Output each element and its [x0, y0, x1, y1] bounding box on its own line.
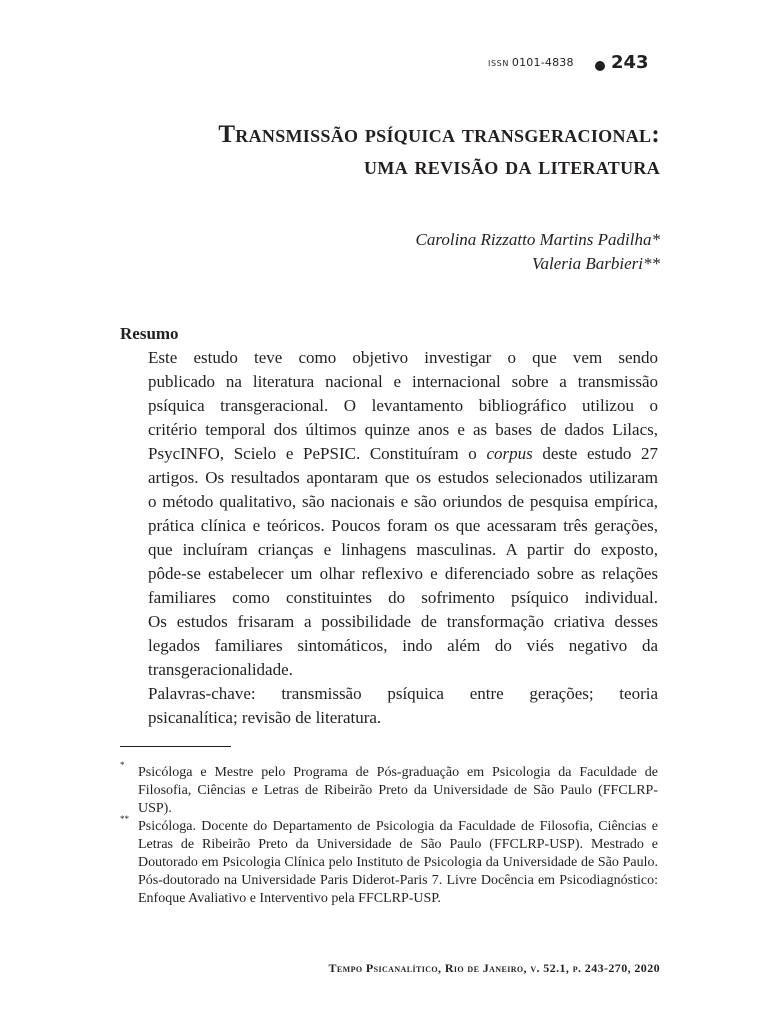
- page-number: 243: [611, 52, 649, 73]
- abstract-line-part: PsycINFO, Scielo e PePSIC. Constituíram o: [148, 444, 477, 463]
- author-2: Valeria Barbieri**: [532, 254, 660, 273]
- footnote-marker: *: [120, 760, 125, 770]
- abstract-line: o método qualitativo, são nacionais e são oriundos de pesquisa empírica,: [148, 492, 658, 511]
- abstract-line: critério temporal dos últimos quinze anos e as bases de dados Lilacs,: [148, 420, 658, 439]
- article-title: [100, 119, 660, 183]
- footnotes: [120, 760, 658, 908]
- footnote-marker: **: [120, 814, 129, 824]
- abstract-line: psíquica transgeracional. O levantamento bibliográfico utilizou o: [148, 396, 658, 415]
- footnote-1: [120, 760, 658, 818]
- author-1: Carolina Rizzatto Martins Padilha*: [415, 230, 660, 249]
- abstract-line: familiares como constituintes do sofrimento psíquico individual.: [148, 588, 658, 607]
- abstract-paragraph: [120, 346, 658, 682]
- authors: [300, 228, 660, 276]
- issn: [488, 56, 574, 69]
- abstract-line: que incluíram crianças e linhagens masculinas. A partir do exposto,: [148, 540, 658, 559]
- abstract-line: legados familiares sintomáticos, indo além do viés negativo da: [148, 636, 658, 655]
- abstract: [120, 322, 658, 730]
- footnote-text: Psicóloga e Mestre pelo Programa de Pós-graduação em Psicologia da Faculdade de Filosofia, Ciências e Letras de Ribeirão Preto da Universidade de São Paulo (FFCLRP-USP).: [138, 765, 658, 816]
- footnote-2: [120, 814, 658, 908]
- keywords: [120, 682, 658, 730]
- footnote-divider: [120, 746, 231, 747]
- title-line-2: uma revisão da literatura: [364, 153, 660, 180]
- issn-number: 0101-4838: [511, 56, 574, 69]
- footnote-text: Psicóloga. Docente do Departamento de Psicologia da Faculdade de Filosofia, Ciências e Letras de Ribeirão Preto da Universidade de São Paulo (FFCLRP-USP). Mestrado e Doutorado em Psicologia Clínica pelo Instituto de Psicologia da Universidade de São Paulo. Pós-doutorado na Universidade Paris Diderot-Paris 7. Livre Docência em Psicodiagnóstico: Enfoque Avaliativo e Interventivo pela FFCLRP-USP.: [138, 819, 658, 906]
- abstract-line: Os estudos frisaram a possibilidade de transformação criativa desses: [148, 612, 658, 631]
- abstract-line-part: deste estudo 27: [542, 444, 658, 463]
- keywords-line: psicanalítica; revisão de literatura.: [148, 708, 382, 727]
- issn-label: ISSN: [488, 59, 509, 68]
- bullet-icon: [595, 61, 605, 71]
- abstract-line: Este estudo teve como objetivo investigar o que vem sendo: [148, 348, 658, 367]
- abstract-line: pôde-se estabelecer um olhar reflexivo e diferenciado sobre as relações: [148, 564, 658, 583]
- abstract-line: prática clínica e teóricos. Poucos foram os que acessaram três gerações,: [148, 516, 658, 535]
- corpus-italic: corpus: [486, 444, 533, 463]
- abstract-line: transgeracionalidade.: [148, 660, 293, 679]
- keywords-line: Palavras-chave: transmissão psíquica entre gerações; teoria: [148, 684, 658, 703]
- abstract-heading: Resumo: [120, 324, 179, 343]
- abstract-line: artigos. Os resultados apontaram que os estudos selecionados utilizaram: [148, 468, 658, 487]
- abstract-line: [120, 442, 658, 466]
- abstract-line: publicado na literatura nacional e internacional sobre a transmissão: [148, 372, 658, 391]
- running-footer-citation: Tempo Psicanalítico, Rio de Janeiro, v. 52.1, p. 243-270, 2020: [328, 961, 660, 975]
- title-line-1: Transmissão psíquica transgeracional:: [218, 121, 660, 148]
